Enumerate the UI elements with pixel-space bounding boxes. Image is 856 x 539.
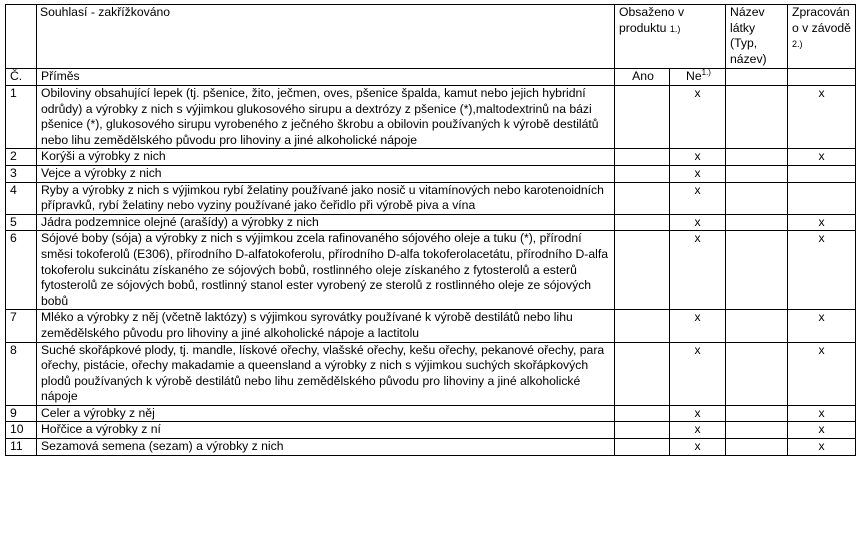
processed-mark: x xyxy=(788,310,856,342)
yes-mark xyxy=(615,342,670,405)
no-mark: x xyxy=(670,165,726,182)
ingredient-column-header: Příměs xyxy=(37,69,615,86)
substance-name-heading: Název látky (Typ, název) xyxy=(726,5,788,69)
ingredient-description: Hořčice a výrobky z ní xyxy=(37,422,615,439)
yes-mark xyxy=(615,310,670,342)
processed-footnote: 2.) xyxy=(792,39,803,50)
no-mark: x xyxy=(670,86,726,149)
no-label: Ne xyxy=(686,69,702,83)
no-mark: x xyxy=(670,149,726,166)
yes-mark xyxy=(615,405,670,422)
yes-mark xyxy=(615,231,670,310)
processed-mark: x xyxy=(788,439,856,456)
processed-mark: x xyxy=(788,422,856,439)
substance-name-cell xyxy=(726,439,788,456)
processed-blank-header xyxy=(788,69,856,86)
ingredient-description: Vejce a výrobky z nich xyxy=(37,165,615,182)
table-row xyxy=(6,342,856,405)
substance-name-cell xyxy=(726,310,788,342)
row-number: 10 xyxy=(6,422,37,439)
yes-mark xyxy=(615,86,670,149)
row-number: 6 xyxy=(6,231,37,310)
substance-name-blank-header xyxy=(726,69,788,86)
ingredient-description: Celer a výrobky z něj xyxy=(37,405,615,422)
no-column-header xyxy=(670,69,726,86)
table-row xyxy=(6,231,856,310)
processed-mark xyxy=(788,165,856,182)
substance-name-cell xyxy=(726,165,788,182)
yes-mark xyxy=(615,422,670,439)
substance-name-cell xyxy=(726,86,788,149)
processed-mark: x xyxy=(788,342,856,405)
yes-mark xyxy=(615,165,670,182)
no-mark: x xyxy=(670,231,726,310)
header-row-top xyxy=(6,5,856,69)
no-mark: x xyxy=(670,310,726,342)
no-mark: x xyxy=(670,422,726,439)
header-row-columns xyxy=(6,69,856,86)
ingredient-description: Sezamová semena (sezam) a výrobky z nich xyxy=(37,439,615,456)
no-footnote: 1.) xyxy=(701,67,711,77)
processed-mark: x xyxy=(788,149,856,166)
header-empty-cell xyxy=(6,5,37,69)
yes-mark xyxy=(615,149,670,166)
substance-name-cell xyxy=(726,214,788,231)
row-number: 1 xyxy=(6,86,37,149)
table-row xyxy=(6,422,856,439)
contained-label: Obsaženo v produktu xyxy=(619,5,685,35)
no-mark: x xyxy=(670,405,726,422)
contained-footnote: 1.) xyxy=(669,23,681,34)
table-row xyxy=(6,165,856,182)
table-row xyxy=(6,182,856,214)
table-row xyxy=(6,439,856,456)
allergen-table xyxy=(5,4,856,456)
yes-mark xyxy=(615,439,670,456)
processed-heading xyxy=(788,5,856,69)
processed-mark: x xyxy=(788,86,856,149)
ingredient-description: Suché skořápkové plody, tj. mandle, lískové ořechy, vlašské ořechy, kešu ořechy, pekanové ořechy, para ořechy, pistácie, ořechy makadamie a queensland a výrobky z nich s výjimkou suchých skořápkových plodů používaných k výrobě destilátů nebo lihu zemědělského původu pro lihoviny a jiné alkoholické nápoje xyxy=(37,342,615,405)
row-number: 2 xyxy=(6,149,37,166)
yes-mark xyxy=(615,182,670,214)
ingredient-description: Korýši a výrobky z nich xyxy=(37,149,615,166)
ingredient-description: Obiloviny obsahující lepek (tj. pšenice, žito, ječmen, oves, pšenice špalda, kamut nebo jejich hybridní odrůdy) a výrobky z nich s výjimkou glukosového sirupu a dextrózy z pšenice (*),maltodextrinů na bázi pšenice (*), glukosového sirupu vyrobeného z ječného škrobu a obilovin používaných k výrobě destilátů nebo lihu zemědělského původu pro lihoviny a jiné alkoholické nápoje xyxy=(37,86,615,149)
table-row xyxy=(6,149,856,166)
table-row xyxy=(6,214,856,231)
row-number: 8 xyxy=(6,342,37,405)
substance-name-cell xyxy=(726,422,788,439)
ingredient-description: Ryby a výrobky z nich s výjimkou rybí želatiny používané jako nosič u vitamínových nebo karotenoidních přípravků, rybí želatiny nebo vyziny používané jako čeřidlo při výrobě piva a vína xyxy=(37,182,615,214)
number-column-header: Č. xyxy=(6,69,37,86)
row-number: 9 xyxy=(6,405,37,422)
row-number: 11 xyxy=(6,439,37,456)
substance-name-cell xyxy=(726,182,788,214)
yes-mark xyxy=(615,214,670,231)
processed-label: Zpracováno v závodě xyxy=(792,5,851,35)
no-mark: x xyxy=(670,342,726,405)
no-mark: x xyxy=(670,182,726,214)
substance-name-cell xyxy=(726,342,788,405)
no-mark: x xyxy=(670,214,726,231)
row-number: 5 xyxy=(6,214,37,231)
row-number: 7 xyxy=(6,310,37,342)
processed-mark: x xyxy=(788,214,856,231)
table-row xyxy=(6,86,856,149)
substance-name-cell xyxy=(726,149,788,166)
processed-mark: x xyxy=(788,405,856,422)
contained-heading xyxy=(615,5,726,69)
row-number: 3 xyxy=(6,165,37,182)
table-row xyxy=(6,405,856,422)
agreement-heading: Souhlasí - zakřížkováno xyxy=(37,5,615,69)
yes-column-header: Ano xyxy=(615,69,670,86)
row-number: 4 xyxy=(6,182,37,214)
no-mark: x xyxy=(670,439,726,456)
substance-name-cell xyxy=(726,405,788,422)
ingredient-description: Sójové boby (sója) a výrobky z nich s výjimkou zcela rafinovaného sójového oleje a tuku (*), přírodní směsi tokoferolů (E306), přírodního D-alfatokoferolu, přírodního D-alfa tokoferolacetátu, přírodního D-alfa tokoferolu sukcinátu získaného ze sójových bobů, rostlinného oleje získaného z fytosterolů a esterů fytosterolů ze sójových bobů, rostlinný stanol ester vyrobený ze sterolů z rostlinného oleje ze sójových bobů xyxy=(37,231,615,310)
ingredient-description: Jádra podzemnice olejné (arašídy) a výrobky z nich xyxy=(37,214,615,231)
ingredient-description: Mléko a výrobky z něj (včetně laktózy) s výjimkou syrovátky používané k výrobě destilátů nebo lihu zemědělského původu pro lihoviny a jiné alkoholické nápoje a lactitolu xyxy=(37,310,615,342)
processed-mark xyxy=(788,182,856,214)
processed-mark: x xyxy=(788,231,856,310)
table-row xyxy=(6,310,856,342)
substance-name-cell xyxy=(726,231,788,310)
